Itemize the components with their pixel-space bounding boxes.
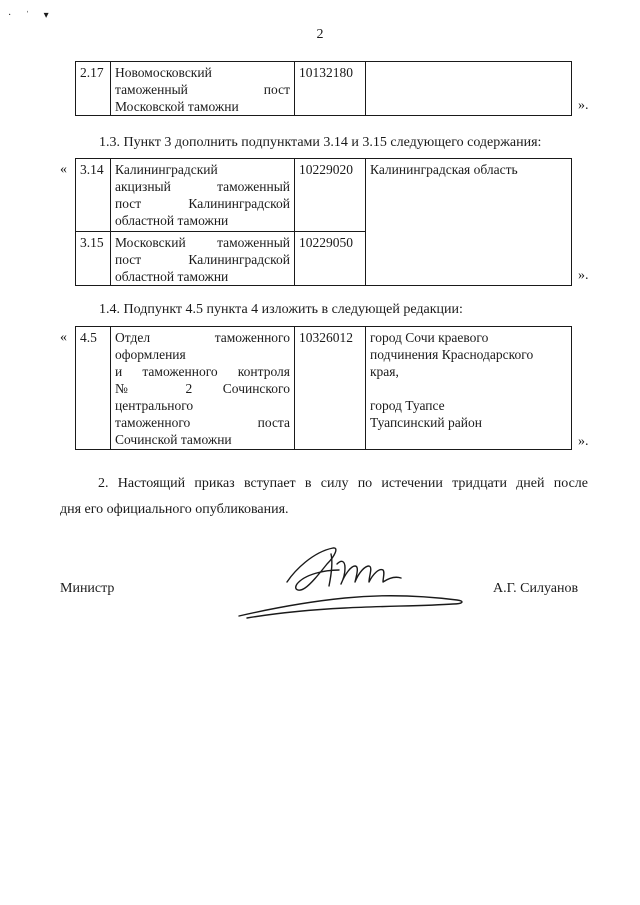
open-quote-3: « — [60, 330, 67, 345]
region: Калининградская область — [366, 159, 572, 286]
row-number: 3.15 — [76, 232, 111, 286]
page-number: 2 — [316, 27, 324, 42]
post-name: Московский таможенный пост Калининградской областной таможни — [111, 232, 295, 286]
post-code: 10229020 — [295, 159, 366, 232]
signatory-name: А.Г. Силуанов — [493, 581, 579, 596]
close-quote-2: ». — [578, 268, 589, 283]
table-rows-3-14-3-15 — [75, 158, 572, 286]
paragraph-2-line-2: дня его официального опубликования. — [60, 502, 289, 517]
row-number: 2.17 — [76, 62, 111, 116]
post-name: Отдел таможенного оформления и таможенного контроля № 2 Сочинского центрального таможенного поста Сочинской таможни — [111, 327, 295, 450]
row-number: 4.5 — [76, 327, 111, 450]
table-row-2-17 — [75, 61, 572, 116]
post-name: Новомосковский таможенный пост Московской таможни — [111, 62, 295, 116]
paragraph-2-line-1: 2. Настоящий приказ вступает в силу по истечении тридцати дней после — [98, 476, 588, 491]
close-quote-1: ». — [578, 98, 589, 113]
scan-corner-marks: · ˈ ▾ — [8, 10, 55, 21]
post-name: Калининградский акцизный таможенный пост Калининградской областной таможни — [111, 159, 295, 232]
row-number: 3.14 — [76, 159, 111, 232]
paragraph-1-4: 1.4. Подпункт 4.5 пункта 4 изложить в следующей редакции: — [99, 302, 463, 317]
handwritten-signature — [235, 540, 475, 625]
paragraph-1-3: 1.3. Пункт 3 дополнить подпунктами 3.14 и 3.15 следующего содержания: — [99, 135, 542, 150]
post-code: 10326012 — [295, 327, 366, 450]
table-row-4-5 — [75, 326, 572, 450]
close-quote-3: ». — [578, 434, 589, 449]
region: город Сочи краевого подчинения Краснодарского края, город Туапсе Туапсинский район — [366, 327, 572, 450]
signatory-title: Министр — [60, 581, 115, 596]
region — [366, 62, 572, 116]
open-quote-2: « — [60, 162, 67, 177]
post-code: 10229050 — [295, 232, 366, 286]
table-row-3-14 — [76, 159, 572, 232]
post-code: 10132180 — [295, 62, 366, 116]
